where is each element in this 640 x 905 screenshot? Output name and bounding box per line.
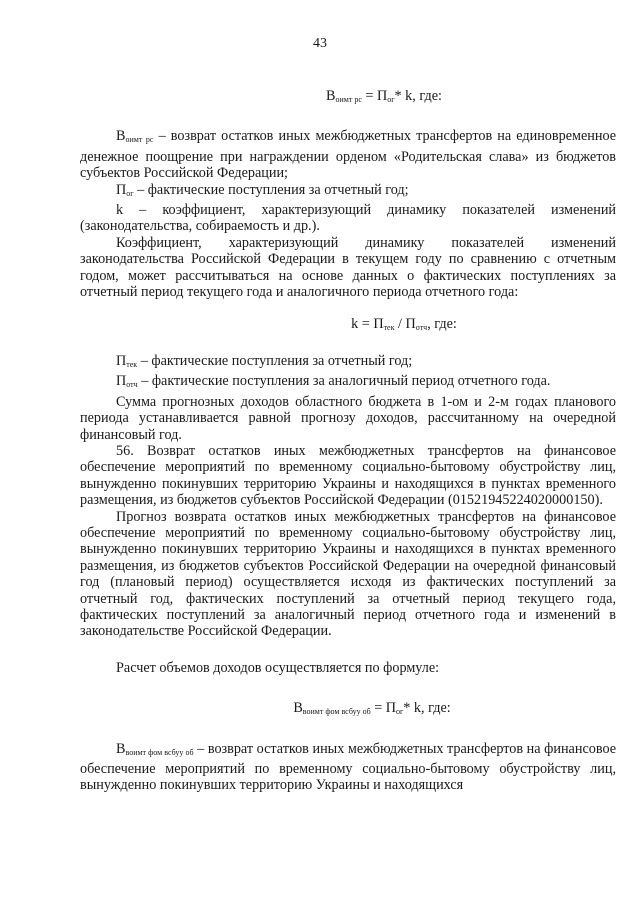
page-number: 43	[313, 36, 327, 51]
document-body	[80, 88, 616, 794]
definition-current-receipts: $П_{тек}$ – фактические поступления за отчетный год;	[116, 352, 413, 369]
definition-actual-receipts: $П_{ог}$ – фактические поступления за отчетный год;	[116, 181, 409, 198]
formula-return-ukraine: $В_{воимт фом всбуу об} = П_{ог}*$ k, где:	[293, 700, 451, 717]
definition-reporting-receipts: $П_{отч}$ – фактические поступления за аналогичный период отчетного года.	[116, 373, 551, 390]
formula-return-parental-glory: $В_{оимт рс} = П_{ог}*$ k, где:	[326, 88, 442, 104]
formula-coefficient: $k = П_{тек} / П_{отч}$, где:	[351, 316, 457, 333]
definition-return-ukraine: $В_{воимт фом всбуу об}$ – возврат остатков иных межбюджетных трансфертов на финансовое обеспечение мероприятий по временному социально-бытовому обустройству лиц, вынужденно покинувших территорию Украины и находящихся	[80, 740, 617, 794]
paragraph-forecast-sum: Сумма прогнозных доходов областного бюджета в 1-ом и 2-м годах планового периода устанавливается равной прогнозу доходов, рассчитанному на очередной финансовый год.	[80, 393, 616, 443]
definition-return-parental-glory: $В_{оимт рс}$ – возврат остатков иных межбюджетных трансфертов на единовременное денежное поощрение при награждении орденом «Родительская слава» из бюджетов субъектов Российской Федерации;	[80, 128, 617, 182]
section-56-heading: 56. Возврат остатков иных межбюджетных трансфертов на финансовое обеспечение мероприятий по временному социально-бытовому обустройству лиц, вынужденно покинувших территорию Украины и находящихся в пунктах временного размещения, из бюджетов субъектов Российской Федерации (01521945224020000150).	[80, 442, 616, 509]
paragraph-coefficient: Коэффициент, характеризующий динамику показателей изменений законодательства Российской Федерации в текущем году по сравнению с отчетным годом, может рассчитываться на основе данных о фактических поступлениях за отчетный период текущего года и аналогичного периода отчетного года:	[80, 234, 616, 301]
paragraph-forecast-return: Прогноз возврата остатков иных межбюджетных трансфертов на финансовое обеспечение мероприятий по временному социально-бытовому обустройству лиц, вынужденно покинувших территорию Украины и находящихся в пунктах временного размещения, из бюджетов субъектов Российской Федерации на очередной финансовый год (плановый период) осуществляется исходя из фактических поступлений за отчетный год, фактических поступлений за отчетный период текущего года, фактических поступлений за аналогичный период отчетного года и изменений в законодательстве Российской Федерации.	[80, 508, 616, 640]
paragraph-calculation: Расчет объемов доходов осуществляется по формуле:	[116, 659, 440, 676]
definition-coefficient: k – коэффициент, характеризующий динамику показателей изменений (законодательства, собираемость и др.).	[80, 202, 616, 235]
